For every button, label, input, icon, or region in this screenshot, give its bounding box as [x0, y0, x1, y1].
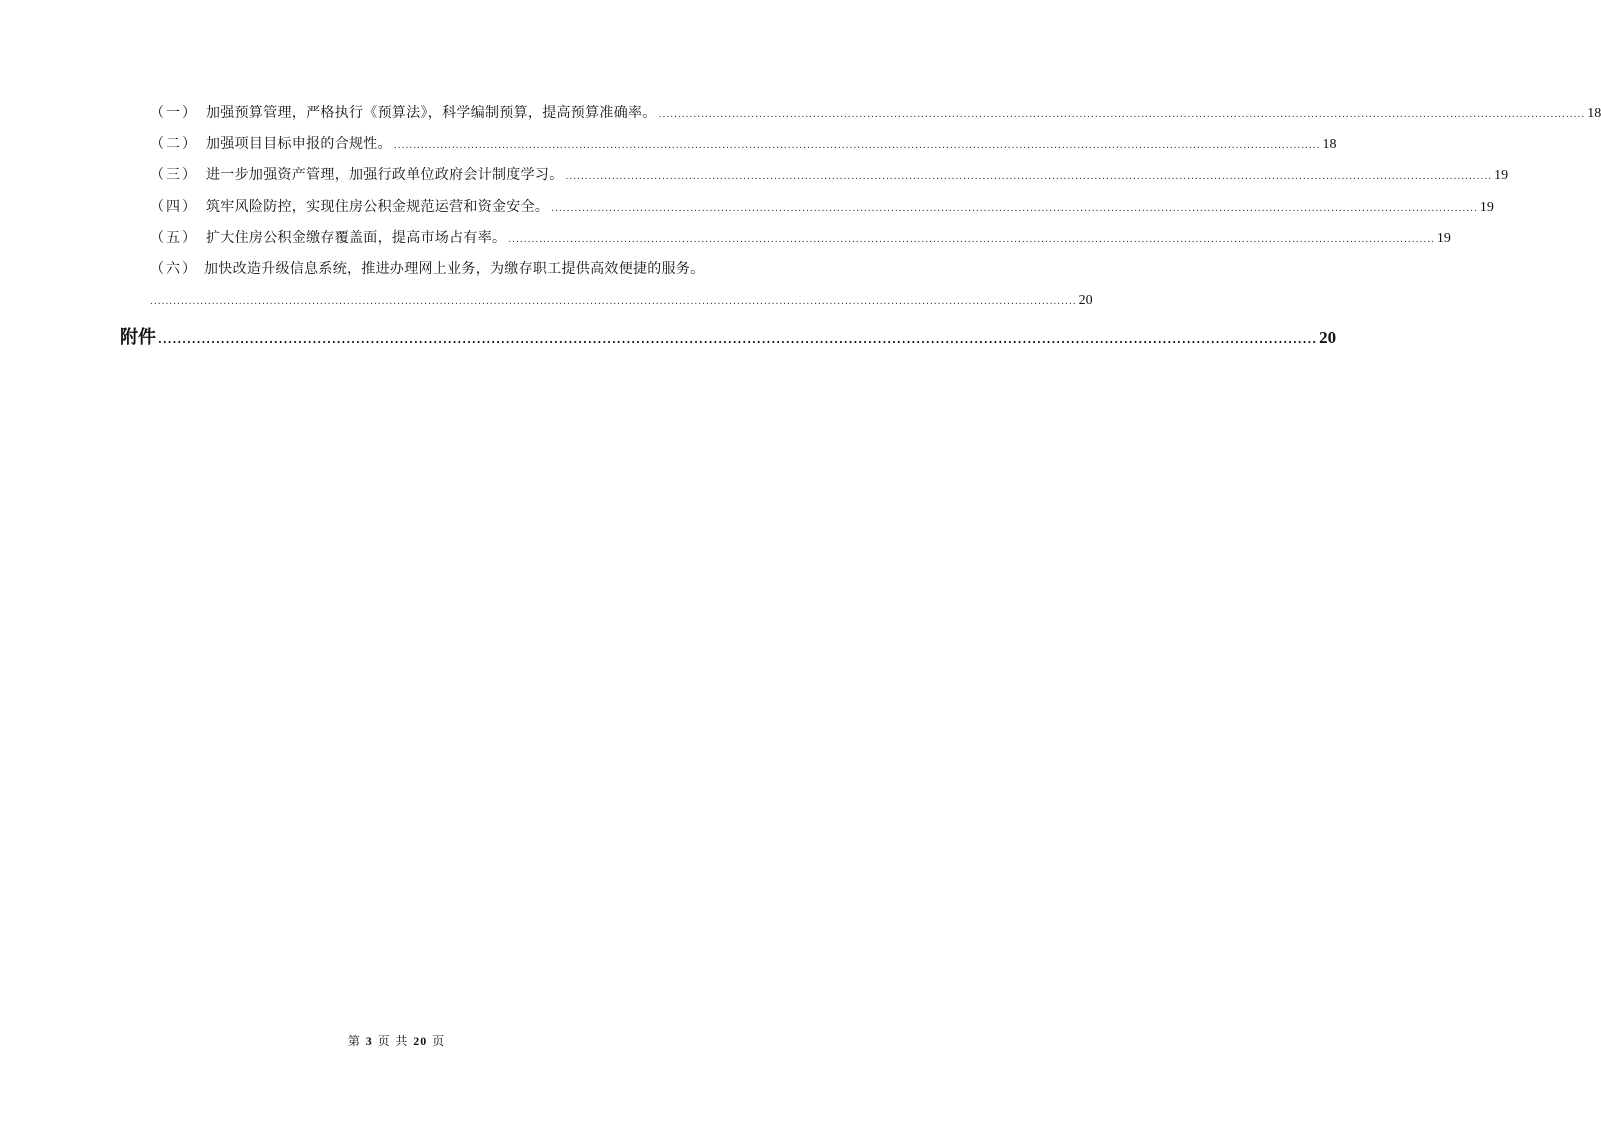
footer-prefix: 第	[347, 1034, 361, 1048]
toc-entry[interactable]	[150, 102, 1601, 124]
toc-entry-page: 19	[1436, 231, 1451, 246]
toc-appendix-page: 20	[1319, 328, 1337, 347]
toc-entry[interactable]	[150, 133, 1337, 155]
toc-entry-title: 进一步加强资产管理，加强行政单位政府会计制度学习。	[206, 167, 564, 183]
toc-entry[interactable]	[150, 196, 1494, 218]
toc-entry-number: （一）	[150, 105, 198, 121]
toc-entry-page: 18	[1322, 137, 1337, 152]
toc-entry-title: 加强预算管理，严格执行《预算法》，科学编制预算，提高预算准确率。	[206, 105, 657, 121]
toc-leader-dots	[566, 166, 1493, 188]
footer-middle: 页 共	[377, 1034, 409, 1048]
toc-leader-dots	[551, 198, 1478, 220]
toc-entry-title: 加快改造升级信息系统，推进办理网上业务，为缴存职工提供高效便捷的服务。	[204, 261, 705, 277]
toc-entry-page: 19	[1479, 200, 1494, 215]
toc-leader-dots	[508, 229, 1435, 251]
toc-entry-page: 19	[1494, 168, 1509, 183]
toc-entry[interactable]	[150, 227, 1451, 249]
toc-appendix-entry[interactable]	[120, 324, 1337, 352]
toc-entry[interactable]	[150, 258, 710, 280]
footer-current-page: 3	[365, 1034, 373, 1048]
toc-entry-title: 筑牢风险防控，实现住房公积金规范运营和资金安全。	[206, 199, 550, 215]
footer-total-pages: 20	[413, 1034, 428, 1048]
toc-entry-number: （二）	[150, 136, 198, 152]
toc-entry-number: （四）	[150, 199, 198, 215]
toc-appendix-label: 附件	[120, 327, 156, 348]
toc-entry-title: 扩大住房公积金缴存覆盖面，提高市场占有率。	[206, 230, 507, 246]
page-footer	[0, 1032, 793, 1049]
toc-entry-title: 加强项目目标申报的合规性。	[206, 136, 392, 152]
toc-entry-continuation[interactable]	[150, 290, 1093, 312]
toc-entry[interactable]	[150, 164, 1509, 186]
toc-entry-number: （六）	[150, 261, 198, 277]
toc-leader-dots	[659, 104, 1586, 126]
toc-entry-page: 20	[1078, 293, 1093, 308]
toc-entry-page: 18	[1587, 106, 1601, 121]
toc-leader-dots	[394, 135, 1321, 157]
toc-leader-dots	[158, 326, 1317, 354]
toc-leader-dots	[150, 291, 1077, 313]
toc-entry-number: （三）	[150, 167, 198, 183]
toc-entry-number: （五）	[150, 230, 198, 246]
footer-suffix: 页	[432, 1034, 446, 1048]
